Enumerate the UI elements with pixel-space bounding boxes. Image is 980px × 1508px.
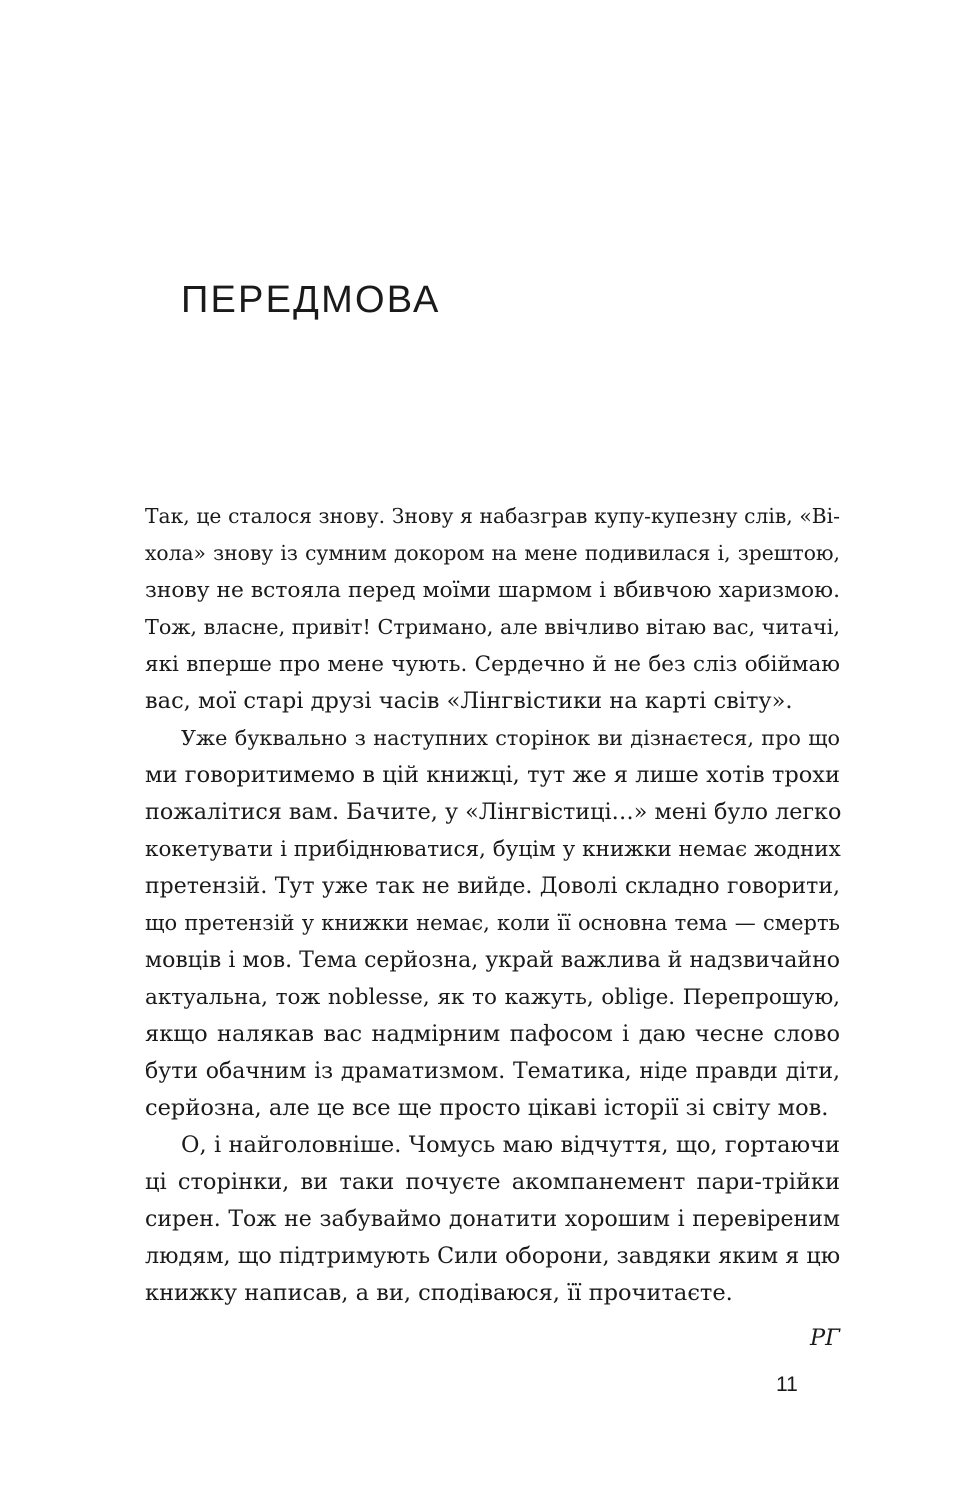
paragraph-2-line-2: ми говоритимемо в цій книжці, тут же я лише хотів трохи xyxy=(145,762,840,788)
paragraph-3-line-5: книжку написав, а ви, сподіваюся, її прочитаєте. xyxy=(145,1280,733,1306)
chapter-title: ПЕРЕДМОВА xyxy=(181,279,441,321)
paragraph-2-line-7: мовців і мов. Тема серйозна, украй важлива й надзвичайно xyxy=(145,948,840,973)
paragraph-1-line-6: вас, мої старі друзі часів «Лінгвістики на карті світу». xyxy=(145,688,793,714)
paragraph-2-line-5: претензій. Тут уже так не вийде. Доволі складно говорити, xyxy=(145,874,840,899)
paragraph-1-line-5: які вперше про мене чують. Сердечно й не без сліз обіймаю xyxy=(145,652,840,677)
paragraph-2-line-10: бути обачним із драматизмом. Тематика, ніде правди діти, xyxy=(145,1059,840,1084)
paragraph-1-line-4: Тож, власне, привіт! Стримано, але ввічливо вітаю вас, читачі, xyxy=(145,615,840,639)
paragraph-2-line-9: якщо налякав вас надмірним пафосом і даю чесне слово xyxy=(145,1021,840,1047)
paragraph-1-line-1: Так, це сталося знову. Знову я набазграв купу-купезну слів, «Ві- xyxy=(145,504,840,528)
paragraph-2-line-8: актуальна, тож noblesse, як то кажуть, oblige. Перепрошую, xyxy=(145,985,840,1010)
paragraph-1-line-2: хола» знову із сумним докором на мене подивилася і, зрештою, xyxy=(145,541,840,565)
paragraph-3-line-4: людям, що підтримують Сили оборони, завдяки яким я цю xyxy=(145,1243,841,1269)
paragraph-1-line-3: знову не встояла перед моїми шармом і вбивчою харизмою. xyxy=(145,578,840,603)
paragraph-3-line-3: сирен. Тож не забуваймо донатити хорошим і перевіреним xyxy=(145,1207,840,1232)
paragraph-3-line-2: ці сторінки, ви таки почуєте акомпанемент пари-трійки xyxy=(145,1169,840,1195)
paragraph-3-line-1: О, і найголовніше. Чомусь маю відчуття, що, гортаючи xyxy=(181,1132,840,1158)
paragraph-2-line-6: що претензій у книжки немає, коли її основна тема — смерть xyxy=(145,911,840,935)
paragraph-2-line-1: Уже буквально з наступних сторінок ви дізнаєтеся, про що xyxy=(181,726,840,750)
author-signature: РГ xyxy=(809,1325,840,1351)
paragraph-2-line-11: серйозна, але це все ще просто цікаві історії зі світу мов. xyxy=(145,1095,829,1121)
paragraph-2-line-4: кокетувати і прибіднюватися, буцім у книжки немає жодних xyxy=(145,837,841,862)
paragraph-2-line-3: пожалітися вам. Бачите, у «Лінгвістиці…» мені було легко xyxy=(145,799,842,825)
page-number: 11 xyxy=(776,1373,798,1396)
